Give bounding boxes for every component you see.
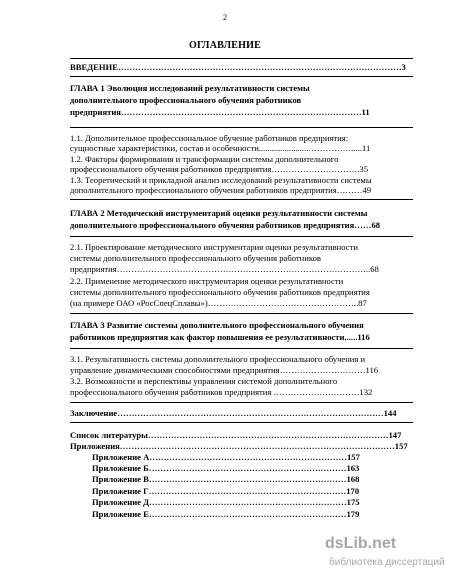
toc-section-1-3[interactable]: 1.3. Теоретический и прикладной анализ исследований результативности системы	[70, 175, 372, 185]
divider	[70, 313, 413, 314]
toc-section-1-1[interactable]: сущностные характеристики, состав и особенности.......................…………….....11	[70, 143, 371, 153]
divider	[70, 58, 413, 59]
toc-entry-references[interactable]: Список литературы…………………………………………………………………………147	[70, 430, 402, 440]
toc-chapter-2-title[interactable]: дополнительного профессионального обучения работников предприятия……68	[70, 220, 381, 230]
toc-chapter-1-title[interactable]: ГЛАВА 1 Эволюция исследований результативности системы	[70, 83, 310, 93]
divider	[70, 348, 413, 349]
toc-appendix-b[interactable]: Приложение Б……………………………………………………………163	[92, 463, 360, 473]
toc-appendix-g[interactable]: Приложение Г……………………………………………………………170	[92, 486, 360, 496]
page-number: 2	[223, 13, 227, 22]
toc-appendix-d[interactable]: Приложение Д……………………………………………………………175	[92, 497, 360, 507]
toc-section-1-2[interactable]: профессионального обучения работников предприятия………………………….35	[70, 164, 369, 174]
toc-chapter-1-title[interactable]: предприятия…………………………………………………………………………11	[70, 107, 370, 117]
toc-section-1-2[interactable]: 1.2. Факторы формирования и трансформации системы дополнительного	[70, 154, 339, 164]
divider	[70, 127, 413, 128]
toc-appendix-a[interactable]: Приложение А……………………………………………………………157	[92, 452, 360, 462]
divider	[70, 236, 413, 237]
toc-section-1-1[interactable]: 1.1. Дополнительное профессиональное обучение работников предприятия:	[70, 133, 349, 143]
divider	[70, 199, 413, 200]
toc-section-3-1[interactable]: 3.1. Результативность системы дополнительного профессионального обучения и	[70, 354, 366, 364]
divider	[70, 422, 413, 423]
toc-section-2-1[interactable]: 2.1. Проектирование методического инструментария оценки результативности	[70, 242, 358, 252]
divider	[70, 76, 413, 77]
toc-section-2-2[interactable]: 2.2. Применение методического инструментария оценки результативности	[70, 276, 344, 286]
watermark-brand: dsLib.net	[325, 535, 397, 552]
toc-section-3-1[interactable]: управление динамическими способностями предприятия…………………………116	[70, 365, 379, 375]
toc-section-2-1[interactable]: предприятия……………………………………………………………………………..68	[70, 264, 379, 274]
toc-section-2-2[interactable]: системы дополнительного профессионального обучения работников предприятия	[70, 287, 370, 297]
watermark	[325, 535, 445, 575]
page-title: ОГЛАВЛЕНИЕ	[189, 40, 261, 51]
watermark-tagline: библиотека диссертаций	[329, 557, 445, 568]
toc-chapter-1-title[interactable]: дополнительного профессионального обучения работников	[70, 95, 302, 105]
toc-entry-introduction[interactable]: ВВЕДЕНИЕ………………………………………………………………………………………3	[70, 62, 406, 72]
toc-appendix-v[interactable]: Приложение В……………………………………………………………168	[92, 474, 360, 484]
toc-chapter-3-title[interactable]: ГЛАВА 3 Развитие системы дополнительного профессионального обучения	[70, 320, 364, 330]
toc-section-2-1[interactable]: системы дополнительного профессионального обучения работников	[70, 253, 321, 263]
toc-section-3-2[interactable]: 3.2. Возможности и перспективы управления системой дополнительного	[70, 376, 338, 386]
toc-section-2-2[interactable]: (на примере ОАО «РосСпецСплавы»)……………………………………………..87	[70, 298, 367, 308]
toc-chapter-2-title[interactable]: ГЛАВА 2 Методический инструментарий оценки результативности системы	[70, 208, 368, 218]
toc-section-3-2[interactable]: профессионального обучения работников предприятия …………………………132	[70, 387, 373, 397]
toc-entry-conclusion[interactable]: Заключение…………………………………………………………………………………144	[70, 408, 397, 418]
toc-section-1-3[interactable]: дополнительного профессионального обучения работников предприятия………49	[70, 185, 372, 195]
toc-entry-appendices[interactable]: Приложения……………………………………………………………………………………157	[70, 441, 408, 451]
toc-appendix-e[interactable]: Приложение Е……………………………………………………………179	[92, 509, 360, 519]
toc-chapter-3-title[interactable]: работников предприятия как фактор повышения ее результативности......116	[70, 332, 370, 342]
divider	[70, 402, 413, 403]
